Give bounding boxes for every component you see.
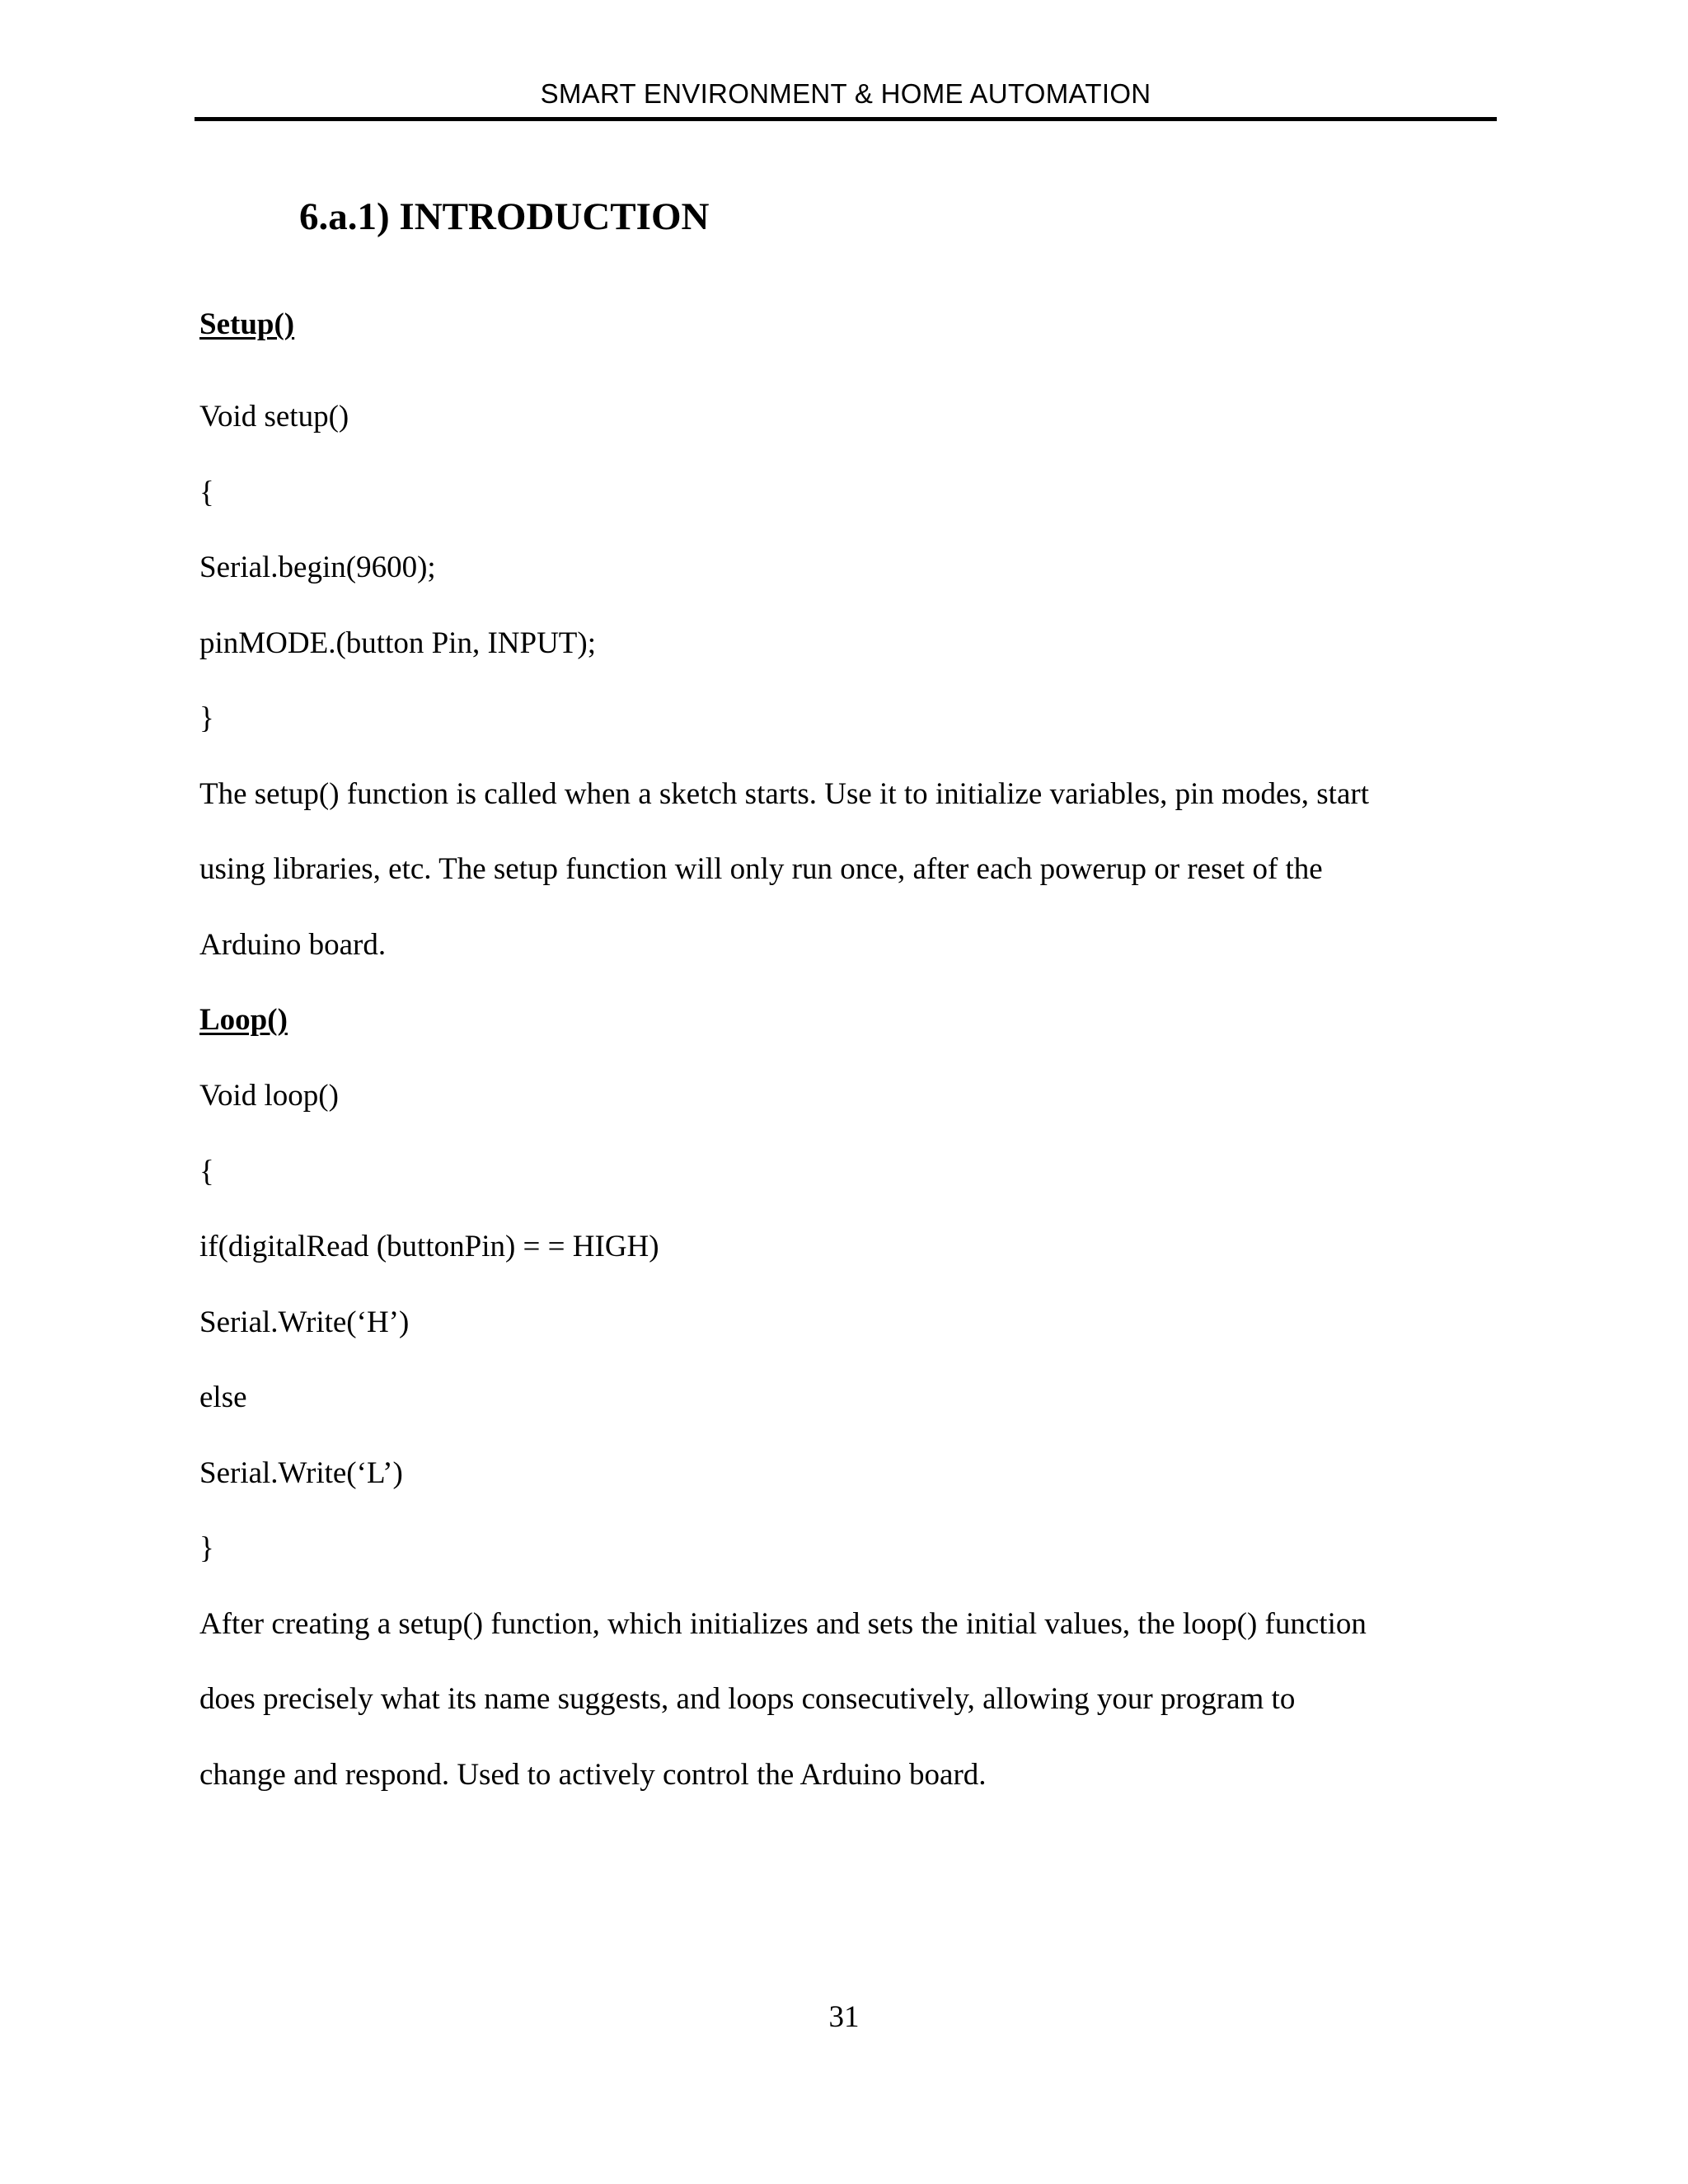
loop-code-line: Serial.Write(‘L’) (199, 1456, 403, 1490)
setup-description-line: The setup() function is called when a sketch starts. Use it to initialize variables, pin modes, start (199, 777, 1369, 811)
loop-code-line: else (199, 1380, 247, 1414)
loop-description-line: After creating a setup() function, which initializes and sets the initial values, the loop() function (199, 1607, 1367, 1641)
loop-description-line: change and respond. Used to actively control the Arduino board. (199, 1758, 987, 1792)
header-rule (195, 117, 1497, 121)
setup-code-line: } (199, 701, 214, 735)
loop-code-line: if(digitalRead (buttonPin) = = HIGH) (199, 1230, 659, 1263)
loop-code-line: } (199, 1531, 214, 1565)
setup-description-line: using libraries, etc. The setup function will only run once, after each powerup or reset of the (199, 852, 1323, 886)
section-title: 6.a.1) INTRODUCTION (299, 195, 710, 238)
page-number: 31 (828, 2000, 860, 2034)
setup-code-line: { (199, 476, 214, 509)
setup-heading: Setup() (199, 307, 295, 341)
setup-code-line: pinMODE.(button Pin, INPUT); (199, 626, 596, 660)
setup-description-line: Arduino board. (199, 928, 387, 962)
loop-code-line: Serial.Write(‘H’) (199, 1305, 410, 1339)
running-header: SMART ENVIRONMENT & HOME AUTOMATION (540, 78, 1151, 109)
loop-code-line: { (199, 1155, 214, 1188)
loop-heading: Loop() (199, 1003, 288, 1037)
loop-code-line: Void loop() (199, 1079, 339, 1113)
setup-code-line: Serial.begin(9600); (199, 551, 436, 584)
setup-code-line: Void setup() (199, 400, 349, 434)
loop-description-line: does precisely what its name suggests, and loops consecutively, allowing your program to (199, 1682, 1296, 1716)
